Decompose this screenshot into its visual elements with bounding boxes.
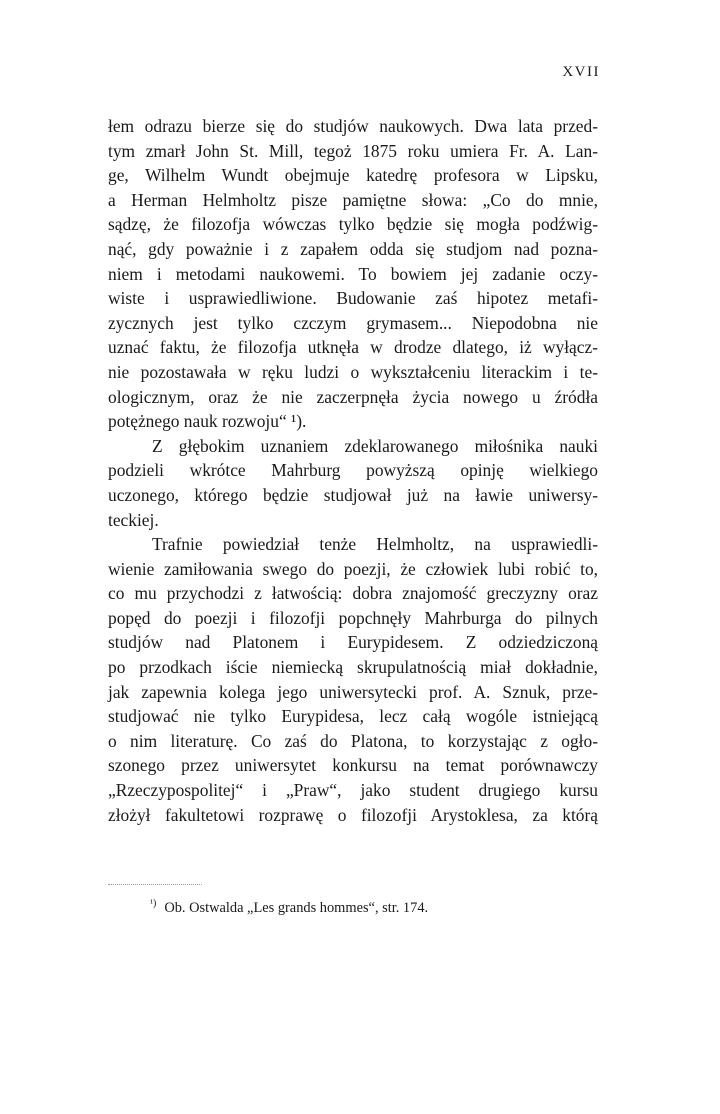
paragraph-start-line: Z głębokim uznaniem zdeklarowanego miłośnika nauki [152, 435, 598, 456]
text-line: nie pozostawała w ręku ludzi o wykształceniu literackim i te- [108, 361, 598, 382]
text-line: popęd do poezji i filozofji popchnęły Mahrburga do pilnych [108, 607, 598, 628]
text-line: wiste i usprawiedliwione. Budowanie zaś hipotez metafi- [108, 288, 598, 309]
text-line: studjów nad Platonem i Eurypidesem. Z odziedziczoną [108, 632, 598, 653]
text-line: teckiej. [108, 509, 159, 530]
paragraph-start-line: Trafnie powiedział tenże Helmholtz, na usprawiedli- [152, 534, 598, 555]
footnote-marker: ¹) [150, 898, 157, 909]
text-line: złożył fakultetowi rozprawę o filozofji Arystoklesa, za którą [108, 804, 598, 825]
text-line: uznać faktu, że filozofja utknęła w drodze dlatego, iż wyłącz- [108, 337, 598, 358]
text-line: studjować nie tylko Eurypidesa, lecz całą wogóle istniejącą [108, 706, 598, 727]
text-line: o nim literaturę. Co zaś do Platona, to korzystając z ogło- [108, 730, 598, 751]
footnote-divider [108, 884, 202, 885]
text-line: ge, Wilhelm Wundt obejmuje katedrę profesora w Lipsku, [108, 165, 598, 186]
text-line: podzieli wkrótce Mahrburg powyższą opinję wielkiego [108, 460, 598, 481]
text-line: łem odrazu bierze się do studjów naukowych. Dwa lata przed- [108, 116, 598, 136]
text-line: po przodkach iście niemiecką skrupulatnością miał dokładnie, [108, 657, 598, 678]
text-line: potężnego nauk rozwoju“ ¹). [108, 411, 307, 432]
text-line: tym zmarł John St. Mill, tegoż 1875 roku umiera Fr. A. Lan- [108, 140, 598, 161]
text-line: wienie zamiłowania swego do poezji, że człowiek lubi robić to, [108, 558, 598, 579]
footnote [150, 898, 428, 917]
text-line: a Herman Helmholtz pisze pamiętne słowa: „Co do mnie, [108, 189, 598, 210]
body-text [108, 114, 598, 827]
text-line: sądzę, że filozofja wówczas tylko będzie się mogła podźwig- [108, 214, 598, 235]
page-number: XVII [562, 64, 600, 80]
text-line: szonego przez uniwersytet konkursu na temat porównawczy [108, 755, 598, 776]
text-line: ologicznym, oraz że nie zaczerpnęła życia nowego u źródła [108, 386, 598, 407]
text-line: nąć, gdy poważnie i z zapałem odda się studjom nad pozna- [108, 238, 598, 259]
text-line: jak zapewnia kolega jego uniwersytecki prof. A. Sznuk, prze- [108, 681, 598, 702]
text-line: uczonego, którego będzie studjował już na ławie uniwersy- [108, 484, 598, 505]
text-line: zycznych jest tylko czczym grymasem... Niepodobna nie [108, 312, 598, 333]
text-line: niem i metodami naukowemi. To bowiem jej zadanie oczy- [108, 263, 598, 284]
text-line: „Rzeczypospolitej“ i „Praw“, jako student drugiego kursu [108, 780, 598, 801]
footnote-text: Ob. Ostwalda „Les grands hommes“, str. 174. [164, 899, 429, 916]
text-line: co mu przychodzi z łatwością: dobra znajomość greczyzny oraz [108, 583, 598, 604]
